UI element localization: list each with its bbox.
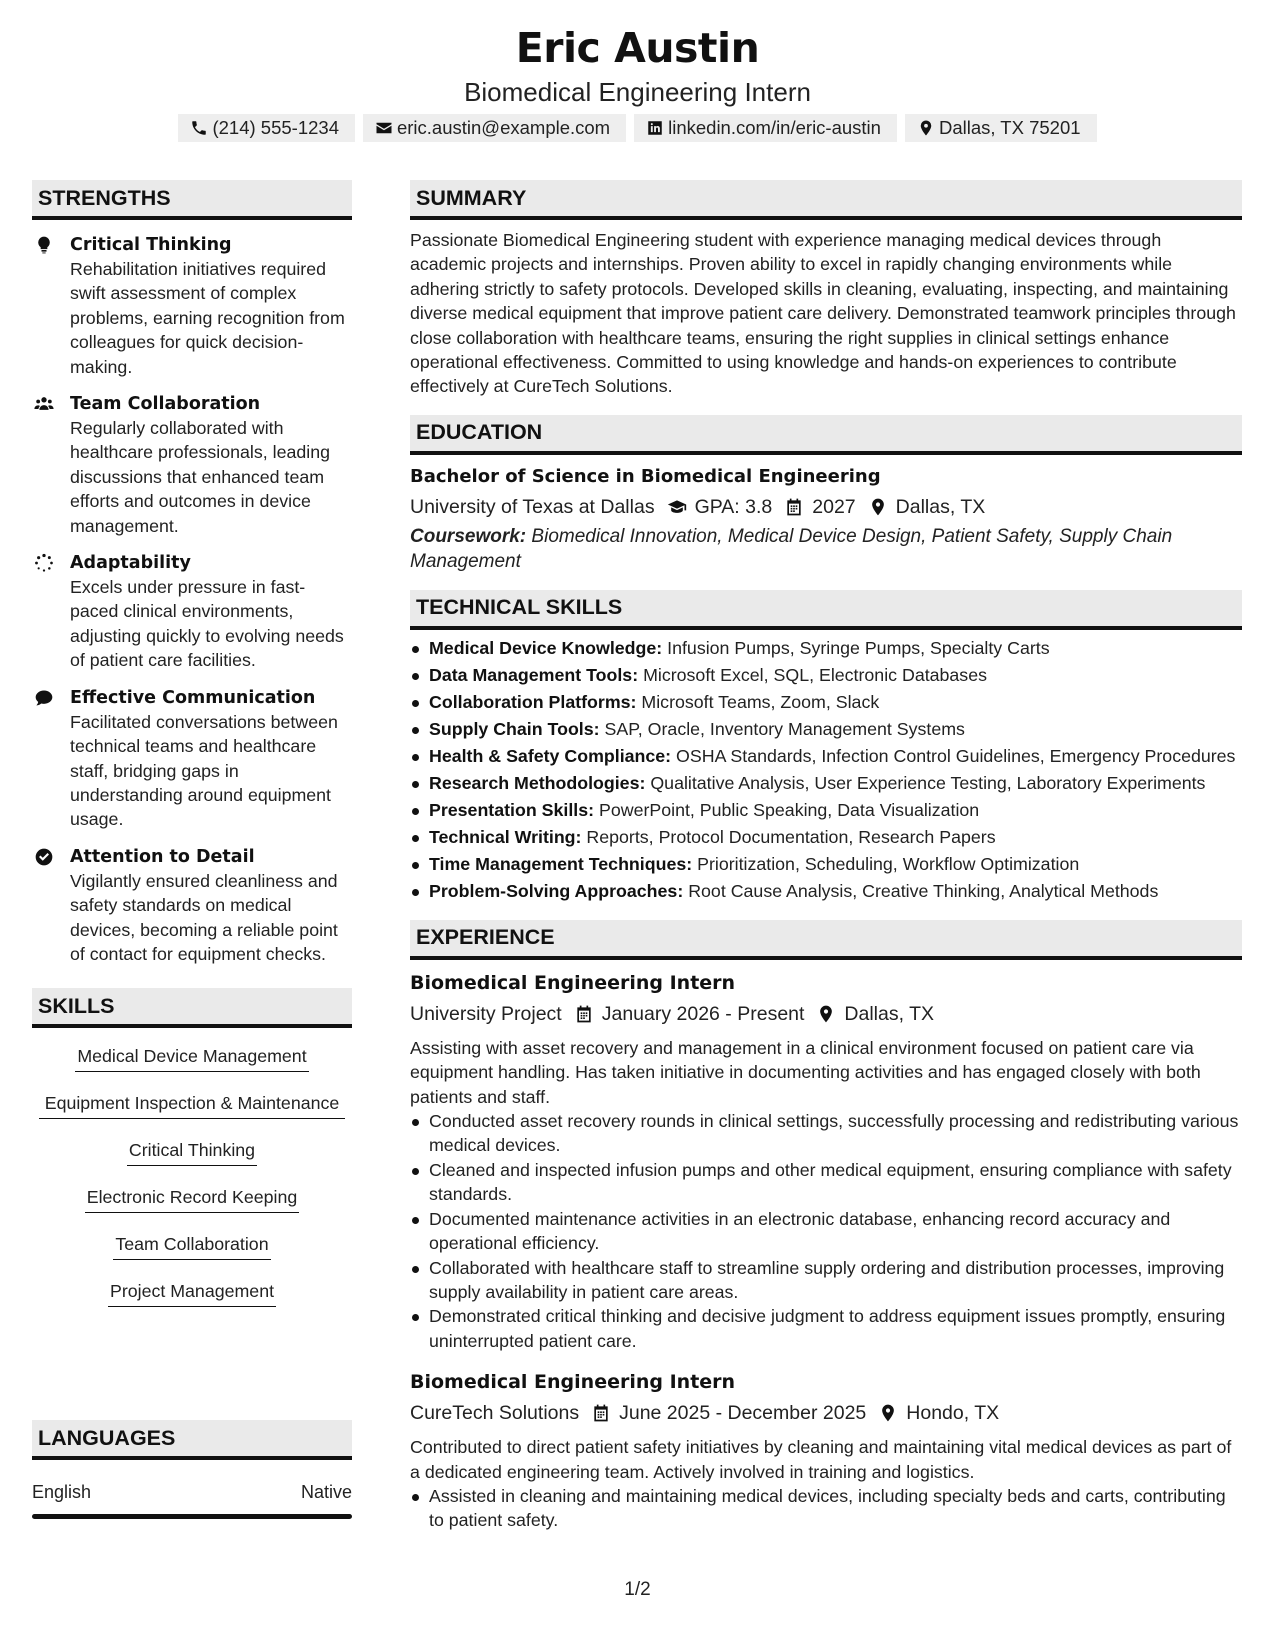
job-entry	[410, 1369, 1242, 1533]
strength-item	[32, 233, 352, 379]
job-org: University Project	[410, 1002, 562, 1025]
strength-title: Effective Communication	[70, 687, 316, 708]
summary-text: Passionate Biomedical Engineering student with experience managing medical devices through academic projects and internships. Proven ability to excel in rapidly changing environments while adhering strictly to safety protocols. Developed skills in cleaning, evaluating, inspecting, and maintaining diverse medical equipment that improve patient care delivery. Demonstrated teamwork principles through close collaboration with healthcare teams, ensuring the right supplies in clinical settings enhance operational effectiveness. Committed to using knowledge and hands-on experiences to contribute effectively at CureTech Solutions.	[410, 230, 1236, 397]
job-dates: January 2026 - Present	[601, 1002, 805, 1025]
list-item	[410, 690, 1242, 715]
job-summary: Contributed to direct patient safety initiatives by cleaning and maintaining vital medical devices as part of a dedicated engineering team. Actively involved in training and logistics.	[410, 1437, 1232, 1482]
job-bullets	[410, 1484, 1242, 1533]
right-column	[410, 180, 1242, 1533]
skill-label: Health & Safety Compliance:	[429, 745, 672, 766]
contact-row	[0, 114, 1275, 142]
list-item	[410, 636, 1242, 661]
strength-item	[32, 551, 352, 673]
list-item	[410, 879, 1242, 904]
strength-desc: Excels under pressure in fast-paced clinical environments, adjusting quickly to evolving needs of patient care facilities.	[70, 577, 344, 671]
coursework-label: Coursework:	[410, 525, 527, 547]
list-item: Assisted in cleaning and maintaining medical devices, including specialty beds and carts, contributing to patient safety.	[410, 1484, 1242, 1533]
strength-desc: Regularly collaborated with healthcare professionals, leading discussions that enhanced team efforts and outcomes in device management.	[70, 418, 330, 536]
languages-section	[32, 1420, 352, 1519]
strength-item	[32, 686, 352, 832]
job-dates: June 2025 - December 2025	[619, 1402, 867, 1425]
map-pin-icon	[917, 119, 935, 137]
list-item	[410, 744, 1242, 769]
job-summary: Assisting with asset recovery and management in a clinical environment focused on patient care via equipment handling. Has taken initiative in documenting activities and has engaged closely with both patients and staff.	[410, 1037, 1201, 1107]
skill-label: Supply Chain Tools:	[429, 718, 600, 739]
skill-value: Microsoft Teams, Zoom, Slack	[641, 691, 880, 712]
left-column	[32, 180, 352, 1502]
list-item	[410, 717, 1242, 742]
graduation-year: 2027	[812, 495, 856, 518]
skill-label: Research Methodologies:	[429, 772, 646, 793]
list-item	[410, 852, 1242, 877]
coursework	[410, 524, 1242, 574]
strength-desc: Vigilantly ensured cleanliness and safety standards on medical devices, becoming a reliable point of contact for equipment checks.	[70, 870, 338, 964]
speech-bubble-icon	[34, 688, 54, 708]
contact-text: Dallas, TX 75201	[938, 117, 1081, 138]
skill-value: Qualitative Analysis, User Experience Testing, Laboratory Experiments	[650, 772, 1206, 793]
strengths-heading: STRENGTHS	[32, 180, 352, 220]
strength-desc: Rehabilitation initiatives required swift assessment of complex problems, earning recognition from colleagues for quick decision-making.	[70, 259, 345, 377]
calendar-icon	[784, 497, 804, 517]
linkedin-icon	[646, 119, 664, 137]
skills-heading: SKILLS	[32, 988, 352, 1028]
technical-skills-heading: TECHNICAL SKILLS	[410, 590, 1242, 630]
school-location: Dallas, TX	[895, 495, 986, 518]
education-heading: EDUCATION	[410, 415, 1242, 455]
page-number: 1/2	[624, 1579, 651, 1600]
strength-item	[32, 392, 352, 538]
graduation-cap-icon	[667, 497, 687, 517]
lightbulb-icon	[34, 235, 54, 255]
list-item	[410, 771, 1242, 796]
list-item: Documented maintenance activities in an electronic database, enhancing record accuracy and operational efficiency.	[410, 1207, 1242, 1256]
skill-list	[32, 1044, 352, 1326]
job-title: Biomedical Engineering Intern	[410, 971, 736, 994]
strength-desc: Facilitated conversations between technical teams and healthcare staff, bridging gaps in understanding around equipment usage.	[70, 711, 338, 830]
strength-title: Team Collaboration	[70, 394, 261, 415]
skill-label: Presentation Skills:	[429, 799, 595, 820]
users-icon	[34, 394, 54, 414]
language-name: English	[32, 1482, 92, 1502]
skill-tag: Electronic Record Keeping	[85, 1185, 300, 1213]
skill-tag: Project Management	[108, 1279, 276, 1307]
skill-label: Collaboration Platforms:	[429, 691, 637, 712]
list-item: Cleaned and inspected infusion pumps and other medical equipment, ensuring compliance with safety standards.	[410, 1158, 1242, 1207]
contact-text: linkedin.com/in/eric-austin	[668, 117, 881, 138]
languages-heading: LANGUAGES	[32, 1420, 352, 1460]
strength-title: Critical Thinking	[70, 235, 232, 255]
calendar-icon	[574, 1004, 594, 1024]
contact-text: eric.austin@example.com	[396, 117, 611, 138]
contact-text: (214) 555-1234	[212, 117, 339, 138]
experience-heading: EXPERIENCE	[410, 920, 1242, 960]
skill-label: Medical Device Knowledge:	[429, 637, 663, 658]
skill-value: Microsoft Excel, SQL, Electronic Databases	[643, 664, 987, 685]
skill-value: Infusion Pumps, Syringe Pumps, Specialty Carts	[667, 637, 1050, 658]
skill-value: SAP, Oracle, Inventory Management Systems	[604, 718, 965, 739]
language-level-bar	[32, 1514, 352, 1519]
skill-tag: Critical Thinking	[127, 1138, 257, 1166]
skill-label: Problem-Solving Approaches:	[429, 880, 684, 901]
skill-tag: Team Collaboration	[113, 1232, 270, 1260]
job-location: Hondo, TX	[906, 1402, 1000, 1425]
summary-heading: SUMMARY	[410, 180, 1242, 220]
candidate-name: Eric Austin	[515, 24, 760, 72]
contact-email[interactable]	[363, 114, 626, 142]
strength-item	[32, 845, 352, 967]
map-pin-icon	[868, 497, 888, 517]
skill-value: Reports, Protocol Documentation, Research Papers	[586, 826, 996, 847]
education-meta	[410, 493, 1242, 521]
job-meta	[410, 1000, 1242, 1028]
technical-skills-list	[410, 636, 1242, 904]
check-circle-icon	[34, 847, 54, 867]
skill-tag: Equipment Inspection & Maintenance	[39, 1091, 345, 1119]
skill-value: Prioritization, Scheduling, Workflow Optimization	[697, 853, 1080, 874]
skill-label: Time Management Techniques:	[429, 853, 693, 874]
list-item	[410, 663, 1242, 688]
skill-label: Data Management Tools:	[429, 664, 639, 685]
skill-value: Root Cause Analysis, Creative Thinking, Analytical Methods	[688, 880, 1159, 901]
list-item: Conducted asset recovery rounds in clinical settings, successfully processing and redistributing various medical devices.	[410, 1109, 1242, 1158]
coursework-list: Biomedical Innovation, Medical Device Design, Patient Safety, Supply Chain Management	[410, 525, 1173, 572]
contact-linkedin[interactable]	[634, 114, 897, 142]
map-pin-icon	[878, 1403, 898, 1423]
list-item: Collaborated with healthcare staff to streamline supply ordering and distribution processes, improving supply availability in patient care areas.	[410, 1256, 1242, 1305]
job-bullets	[410, 1109, 1242, 1353]
skills-section	[32, 988, 352, 1326]
skill-value: PowerPoint, Public Speaking, Data Visualization	[598, 799, 980, 820]
gpa: GPA: 3.8	[694, 495, 773, 518]
phone-icon	[190, 119, 208, 137]
envelope-icon	[375, 119, 393, 137]
spinner-icon	[34, 553, 54, 573]
language-level: Native	[300, 1482, 352, 1502]
map-pin-icon	[816, 1004, 836, 1024]
job-org: CureTech Solutions	[410, 1402, 580, 1425]
school-name: University of Texas at Dallas	[410, 495, 655, 518]
strength-title: Adaptability	[70, 553, 191, 574]
calendar-icon	[591, 1403, 611, 1423]
language-row	[32, 1480, 352, 1504]
job-title: Biomedical Engineering Intern	[410, 1371, 736, 1394]
resume-header	[0, 22, 1275, 108]
list-item	[410, 798, 1242, 823]
candidate-role: Biomedical Engineering Intern	[464, 77, 811, 107]
job-location: Dallas, TX	[844, 1002, 935, 1025]
degree-title: Bachelor of Science in Biomedical Engineering	[410, 465, 881, 487]
job-entry	[410, 970, 1242, 1353]
list-item: Demonstrated critical thinking and decisive judgment to address equipment issues promptly, ensuring uninterrupted patient care.	[410, 1304, 1242, 1353]
skill-tag: Medical Device Management	[75, 1044, 308, 1072]
skill-value: OSHA Standards, Infection Control Guidelines, Emergency Procedures	[676, 745, 1236, 766]
strength-title: Attention to Detail	[70, 846, 255, 867]
contact-location	[905, 114, 1097, 142]
list-item	[410, 825, 1242, 850]
contact-phone[interactable]	[178, 114, 355, 142]
skill-label: Technical Writing:	[429, 826, 582, 847]
job-meta	[410, 1399, 1242, 1427]
